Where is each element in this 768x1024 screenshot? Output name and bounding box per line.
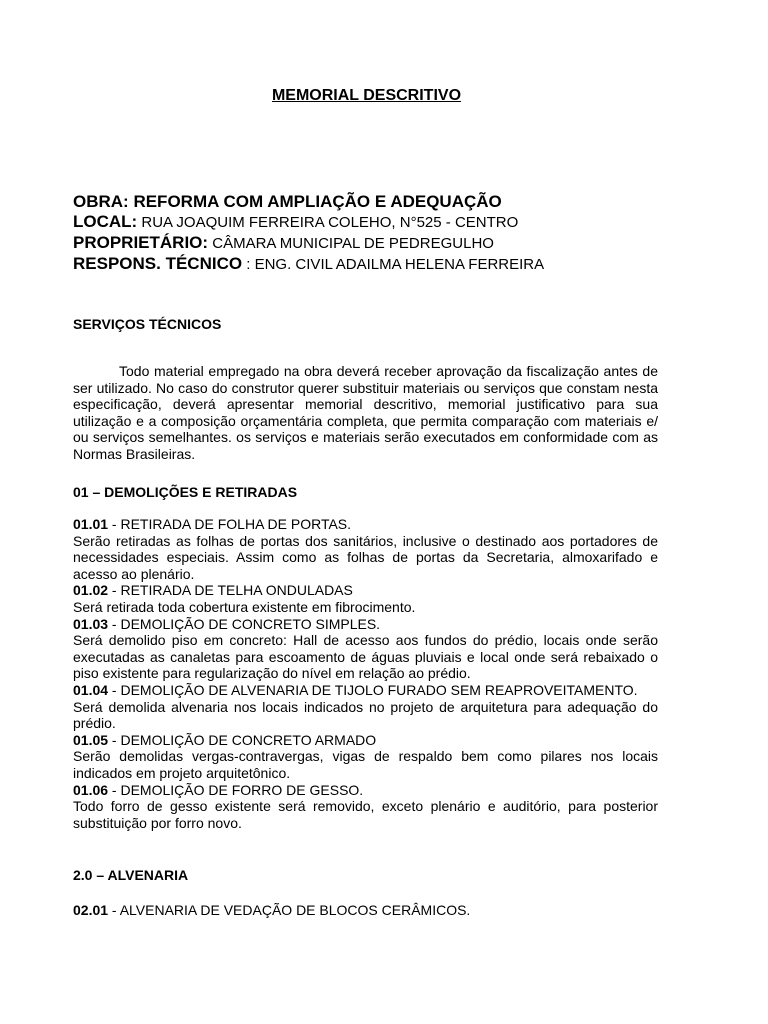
item-title [73, 682, 658, 699]
item-description: Todo forro de gesso existente será removido, exceto plenário e auditório, para posterior substituição por forro novo. [73, 798, 658, 831]
item-title-text: - DEMOLIÇÃO DE ALVENARIA DE TIJOLO FURADO SEM REAPROVEITAMENTO. [108, 681, 638, 698]
proprietario-line [73, 233, 544, 254]
section1-heading: 01 – DEMOLIÇÕES E RETIRADAS [73, 484, 298, 500]
item-description: Serão demolidas vergas-contravergas, vigas de respaldo bem como pilares nos locais indicados em projeto arquitetônico. [73, 748, 658, 781]
item-title-text: - RETIRADA DE FOLHA DE PORTAS. [108, 516, 352, 532]
local-value: RUA JOAQUIM FERREIRA COLEHO, N°525 - CENTRO [137, 214, 519, 231]
item-code: 01.05 [73, 731, 109, 748]
item-description: Será demolido piso em concreto: Hall de acesso aos fundos do prédio, locais onde serão executadas as canaletas para escoamento de águas pluviais e local onde será rebaixado o piso existente para regularização do nível em relação ao prédio. [73, 632, 658, 682]
item-description: Serão retiradas as folhas de portas dos sanitários, inclusive o destinado aos portadores de necessidades especiais. Assim como as folhas de portas da Secretaria, almoxarifado e acesso ao plenário. [73, 532, 658, 582]
item-title [73, 782, 658, 799]
obra-line [73, 192, 544, 212]
responsavel-value: : ENG. CIVIL ADAILMA HELENA FERREIRA [242, 256, 545, 273]
servicos-heading: SERVIÇOS TÉCNICOS [73, 316, 222, 332]
item-code: 01.06 [73, 781, 109, 798]
item-code: 01.01 [73, 516, 109, 532]
item-code: 01.02 [73, 582, 109, 599]
responsavel-label: RESPONS. TÉCNICO [73, 254, 243, 273]
proprietario-label: PROPRIETÁRIO: [73, 233, 209, 252]
item-title-text: - ALVENARIA DE VEDAÇÃO DE BLOCOS CERÂMICOS. [108, 902, 471, 918]
item-code: 02.01 [73, 902, 109, 918]
item-title-text: - DEMOLIÇÃO DE FORRO DE GESSO. [108, 781, 364, 798]
item-title-text: - RETIRADA DE TELHA ONDULADAS [108, 582, 353, 599]
section2-heading: 2.0 – ALVENARIA [73, 867, 189, 883]
document-title: MEMORIAL DESCRITIVO [271, 87, 462, 104]
item-title [73, 582, 658, 599]
item-code: 01.03 [73, 615, 109, 632]
item-title [73, 516, 658, 533]
section2-item-title [73, 902, 658, 919]
item-code: 01.04 [73, 681, 109, 698]
item-description: Será demolida alvenaria nos locais indicados no projeto de arquitetura para adequação do prédio. [73, 698, 658, 732]
servicos-paragraph: Todo material empregado na obra deverá receber aprovação da fiscalização antes de ser utilizado. No caso do construtor querer substituir materiais ou serviços que constam nesta especificação, deverá apresentar memorial descritivo, memorial justificativo para sua utilização e a composição orçamentária completa, que permita comparação com materiais e/ ou serviços semelhantes. os serviços e materiais serão executados em conformidade com as Normas Brasileiras. [73, 363, 658, 462]
obra-text: OBRA: REFORMA COM AMPLIAÇÃO E ADEQUAÇÃO [73, 192, 502, 211]
project-header [73, 192, 544, 275]
item-title-text: - DEMOLIÇÃO DE CONCRETO ARMADO [108, 731, 377, 748]
proprietario-value: CÂMARA MUNICIPAL DE PEDREGULHO [208, 235, 494, 252]
item-title [73, 616, 658, 633]
responsavel-line [73, 254, 544, 275]
item-description: Será retirada toda cobertura existente em fibrocimento. [73, 598, 416, 615]
local-label: LOCAL: [73, 212, 138, 231]
item-title-text: - DEMOLIÇÃO DE CONCRETO SIMPLES. [108, 615, 381, 632]
local-line [73, 212, 544, 233]
section1-items [73, 516, 658, 831]
item-title [73, 732, 658, 749]
